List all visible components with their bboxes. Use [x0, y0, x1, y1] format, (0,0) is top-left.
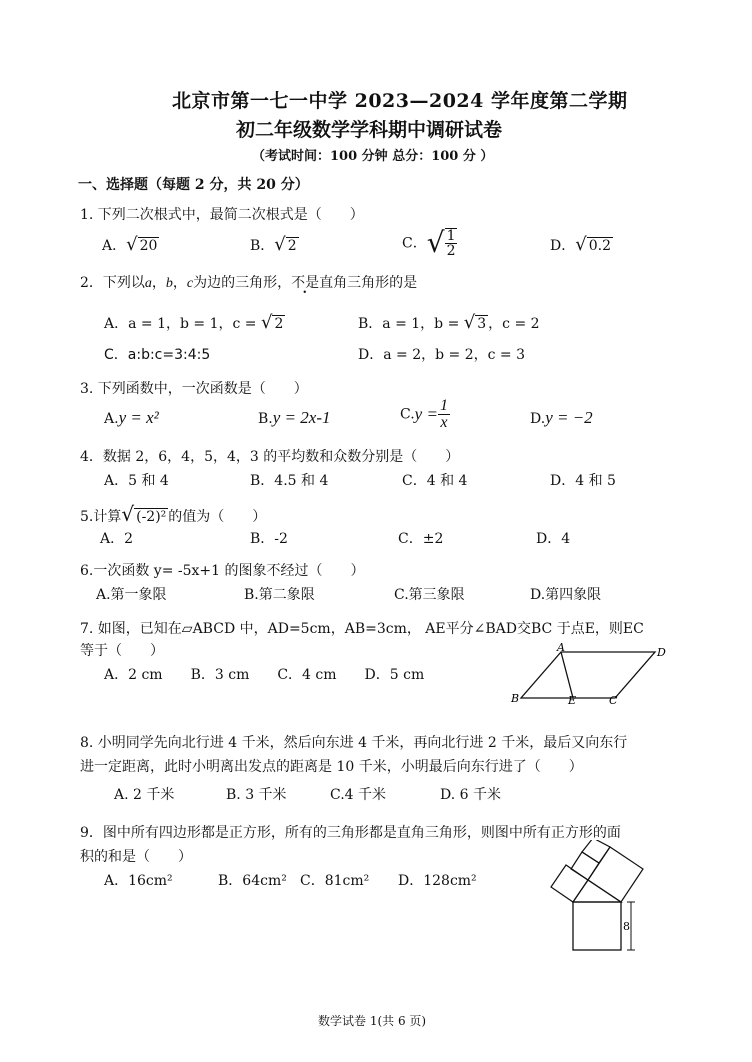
q9-option-a: A．16cm²: [104, 873, 173, 889]
fig-label-b: B: [511, 692, 520, 705]
q2-option-a: A．a = 1，b = 1，c = √ 2: [104, 312, 284, 333]
q9-stem-line2: 积的和是（ ）: [80, 849, 192, 865]
q5-stem: 5.计算√ (-2)² 的值为（ ）: [80, 502, 267, 526]
q7-stem-line2: 等于（ ）: [80, 643, 164, 659]
q9-option-c: C．81cm²: [300, 873, 370, 889]
q1-stem: 1. 下列二次根式中，最简二次根式是（ ）: [80, 207, 364, 223]
fig-label-c: C: [609, 694, 618, 707]
q8-option-d: D. 6 千米: [440, 787, 501, 803]
q5-option-b: B．-2: [250, 531, 288, 547]
q2-stem: 2．下列以a，b，c为边的三角形，不是直角三角形的是: [80, 275, 418, 291]
pythagoras-squares-figure: [545, 840, 655, 952]
q8-option-b: B. 3 千米: [226, 787, 287, 803]
exam-school-title: 北京市第一七一中学 2023—2024 学年度第二学期: [172, 90, 628, 112]
q3-option-c: C.y = $\frac{1}{x}$: [400, 397, 448, 431]
q3-option-a: A.y = x²: [104, 408, 159, 427]
fig-label-a: A: [557, 642, 565, 654]
fig-side-length: 8: [623, 920, 630, 933]
q6-stem: 6.一次函数 y= -5x+1 的图象不经过（ ）: [80, 563, 365, 579]
q6-option-a: A.第一象限: [96, 587, 167, 603]
q4-option-c: C．4 和 4: [402, 473, 468, 489]
q8-option-c: C.4 千米: [330, 787, 387, 803]
q5-option-d: D．4: [536, 531, 571, 547]
q9-stem-line1: 9．图中所有四边形都是正方形，所有的三角形都是直角三角形，则图中所有正方形的面: [80, 825, 621, 841]
q4-stem: 4．数据 2，6，4，5，4，3 的平均数和众数分别是（ ）: [80, 449, 460, 465]
q4-option-a: A．5 和 4: [104, 473, 169, 489]
q4-option-d: D．4 和 5: [550, 473, 616, 489]
q8-option-a: A. 2 千米: [114, 787, 175, 803]
fig-label-e: E: [568, 694, 577, 707]
q1-option-a: A．√ 20: [102, 234, 158, 255]
section-heading: 一、选择题（每题 2 分，共 20 分）: [78, 177, 309, 193]
q2-option-c: C．a:b:c=3:4:5: [104, 347, 211, 363]
exam-subject-title: 初二年级数学学科期中调研试卷: [236, 119, 503, 141]
q7-options: A．2 cm B．3 cm C．4 cm D．5 cm: [104, 667, 425, 683]
q6-option-d: D.第四象限: [530, 587, 602, 603]
q9-option-b: B．64cm²: [218, 873, 287, 889]
q8-stem-line1: 8. 小明同学先向北行进 4 千米，然后向东进 4 千米，再向北行进 2 千米，最后又向东行: [80, 735, 628, 751]
q2-option-b: B．a = 1，b = √ 3 ，c = 2: [358, 312, 540, 333]
q5-option-a: A．2: [100, 531, 134, 547]
q6-option-c: C.第三象限: [394, 587, 465, 603]
parallelogram-figure: [505, 642, 675, 708]
q2-option-d: D．a = 2，b = 2，c = 3: [358, 347, 525, 363]
q1-option-c: C．√ $\frac{1}{2}$: [402, 226, 456, 259]
page-footer: 数学试卷 1(共 6 页): [318, 1014, 427, 1028]
fig-label-d: D: [657, 646, 666, 659]
q3-option-d: D.y = −2: [530, 408, 593, 427]
q5-option-c: C．±2: [398, 531, 444, 547]
exam-info: （考试时间：100 分钟 总分：100 分 ）: [252, 149, 494, 164]
q1-option-d: D．√ 0.2: [550, 234, 611, 255]
q6-option-b: B.第二象限: [244, 587, 315, 603]
q3-option-b: B.y = 2x-1: [258, 408, 331, 427]
q1-option-b: B．√ 2: [250, 234, 297, 255]
q8-stem-line2: 进一定距离，此时小明离出发点的距离是 10 千米，小明最后向东行进了（ ）: [80, 759, 583, 775]
q7-stem-line1: 7. 如图，已知在▱ABCD 中，AD=5cm，AB=3cm， AE平分∠BAD交BC 于点E，则EC: [80, 621, 644, 637]
q3-stem: 3. 下列函数中，一次函数是（ ）: [80, 381, 308, 397]
q4-option-b: B．4.5 和 4: [250, 473, 329, 489]
q9-option-d: D．128cm²: [398, 873, 477, 889]
